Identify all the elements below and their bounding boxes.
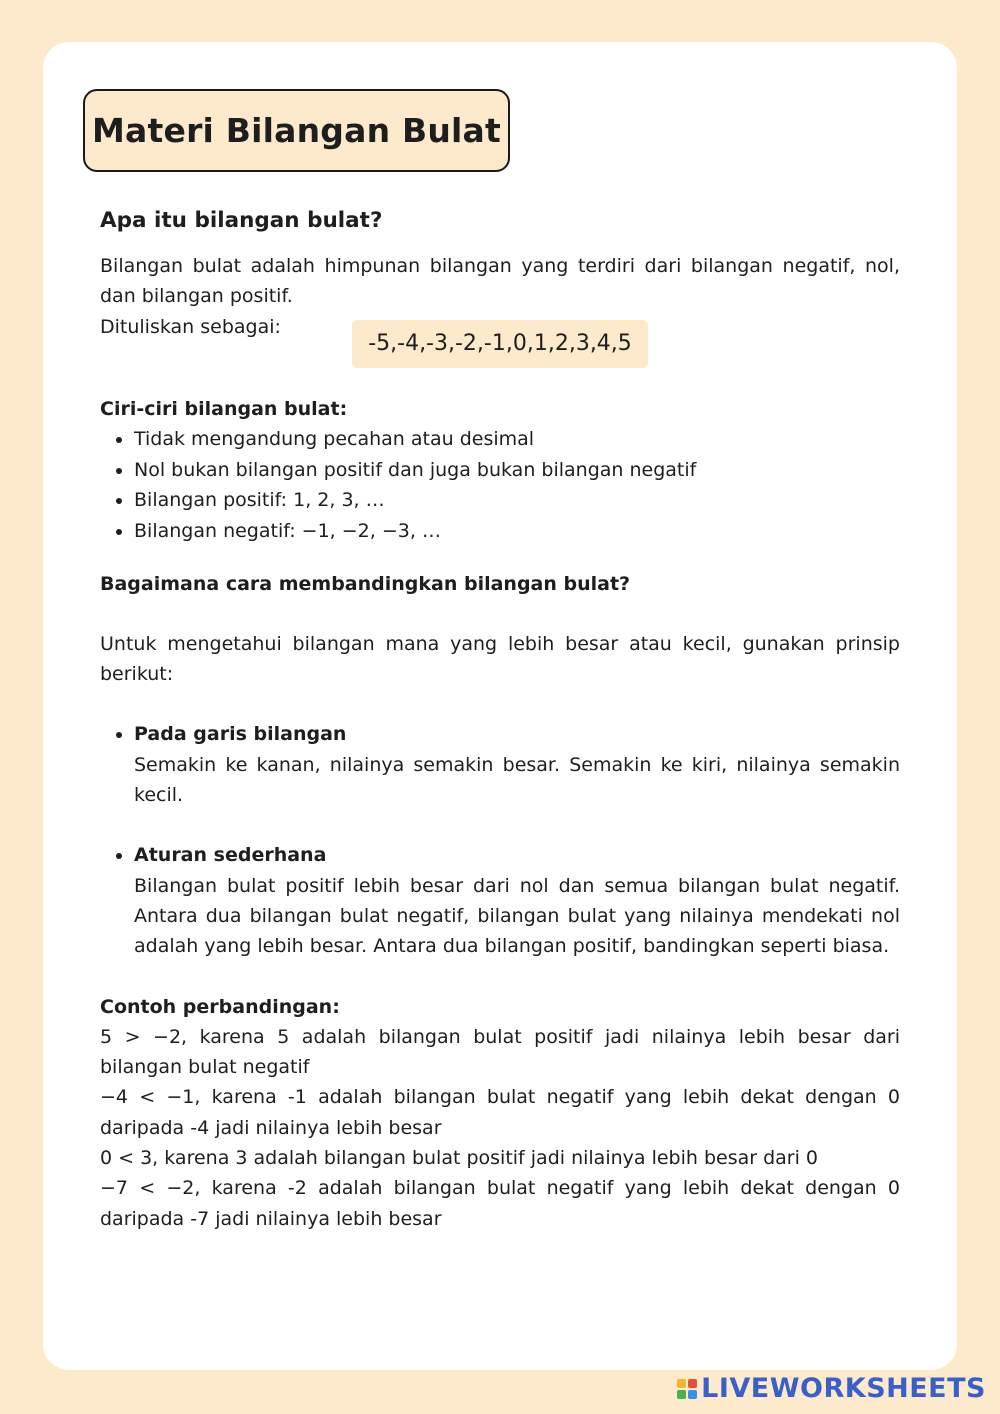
- list-item: • Tidak mengandung pecahan atau desimal: [134, 424, 900, 455]
- list-item: • Nol bukan bilangan positif dan juga bukan bilangan negatif: [134, 455, 900, 486]
- logo-text: LIVEWORKSHEETS: [701, 1373, 986, 1404]
- comparison-rules-list: [100, 719, 900, 961]
- example-line: 0 < 3, karena 3 adalah bilangan bulat positif jadi nilainya lebih besar dari 0: [100, 1147, 819, 1170]
- rule-body: Semakin ke kanan, nilainya semakin besar. Semakin ke kiri, nilainya semakin kecil.: [134, 753, 900, 807]
- rule-body: Bilangan bulat positif lebih besar dari nol dan semua bilangan bulat negatif. Antara dua bilangan bulat negatif, bilangan bulat yang nilainya mendekati nol adalah yang lebih besar. Antara dua bilangan positif, bandingkan seperti biasa.: [134, 874, 900, 958]
- section3-intro: Untuk mengetahui bilangan mana yang lebih besar atau kecil, gunakan prinsip berikut:: [100, 632, 900, 686]
- page-title: Materi Bilangan Bulat: [83, 89, 510, 172]
- list-item: [134, 719, 900, 810]
- example-line: −7 < −2, karena -2 adalah bilangan bulat negatif yang lebih dekat dengan 0 daripada -7 jadi nilainya lebih besar: [100, 1177, 900, 1230]
- section1-heading: Apa itu bilangan bulat?: [100, 208, 383, 233]
- list-item: • Bilangan positif: 1, 2, 3, …: [134, 485, 900, 516]
- liveworksheets-logo[interactable]: [677, 1373, 986, 1404]
- logo-mark-icon: [677, 1379, 697, 1399]
- worksheet-content: [100, 203, 900, 1234]
- example-line: 5 > −2, karena 5 adalah bilangan bulat positif jadi nilainya lebih besar dari bilangan bulat negatif: [100, 1025, 900, 1079]
- number-set-pill: -5,-4,-3,-2,-1,0,1,2,3,4,5: [352, 320, 648, 368]
- example-line: −4 < −1, karena -1 adalah bilangan bulat negatif yang lebih dekat dengan 0 daripada -4 jadi nilainya lebih besar: [100, 1086, 900, 1139]
- characteristics-list: [100, 424, 900, 546]
- section4-heading: Contoh perbandingan:: [100, 995, 340, 1018]
- rule-title: • Aturan sederhana: [134, 844, 327, 867]
- section3-heading: Bagaimana cara membandingkan bilangan bulat?: [100, 572, 631, 595]
- rule-title: • Pada garis bilangan: [134, 723, 347, 746]
- section1-paragraph: Bilangan bulat adalah himpunan bilangan yang terdiri dari bilangan negatif, nol, dan bilangan positif.: [100, 255, 900, 308]
- written-as-label: Dituliskan sebagai:: [100, 315, 281, 338]
- list-item: [134, 840, 900, 961]
- list-item: • Bilangan negatif: −1, −2, −3, …: [134, 516, 900, 547]
- section2-heading: Ciri-ciri bilangan bulat:: [100, 397, 348, 420]
